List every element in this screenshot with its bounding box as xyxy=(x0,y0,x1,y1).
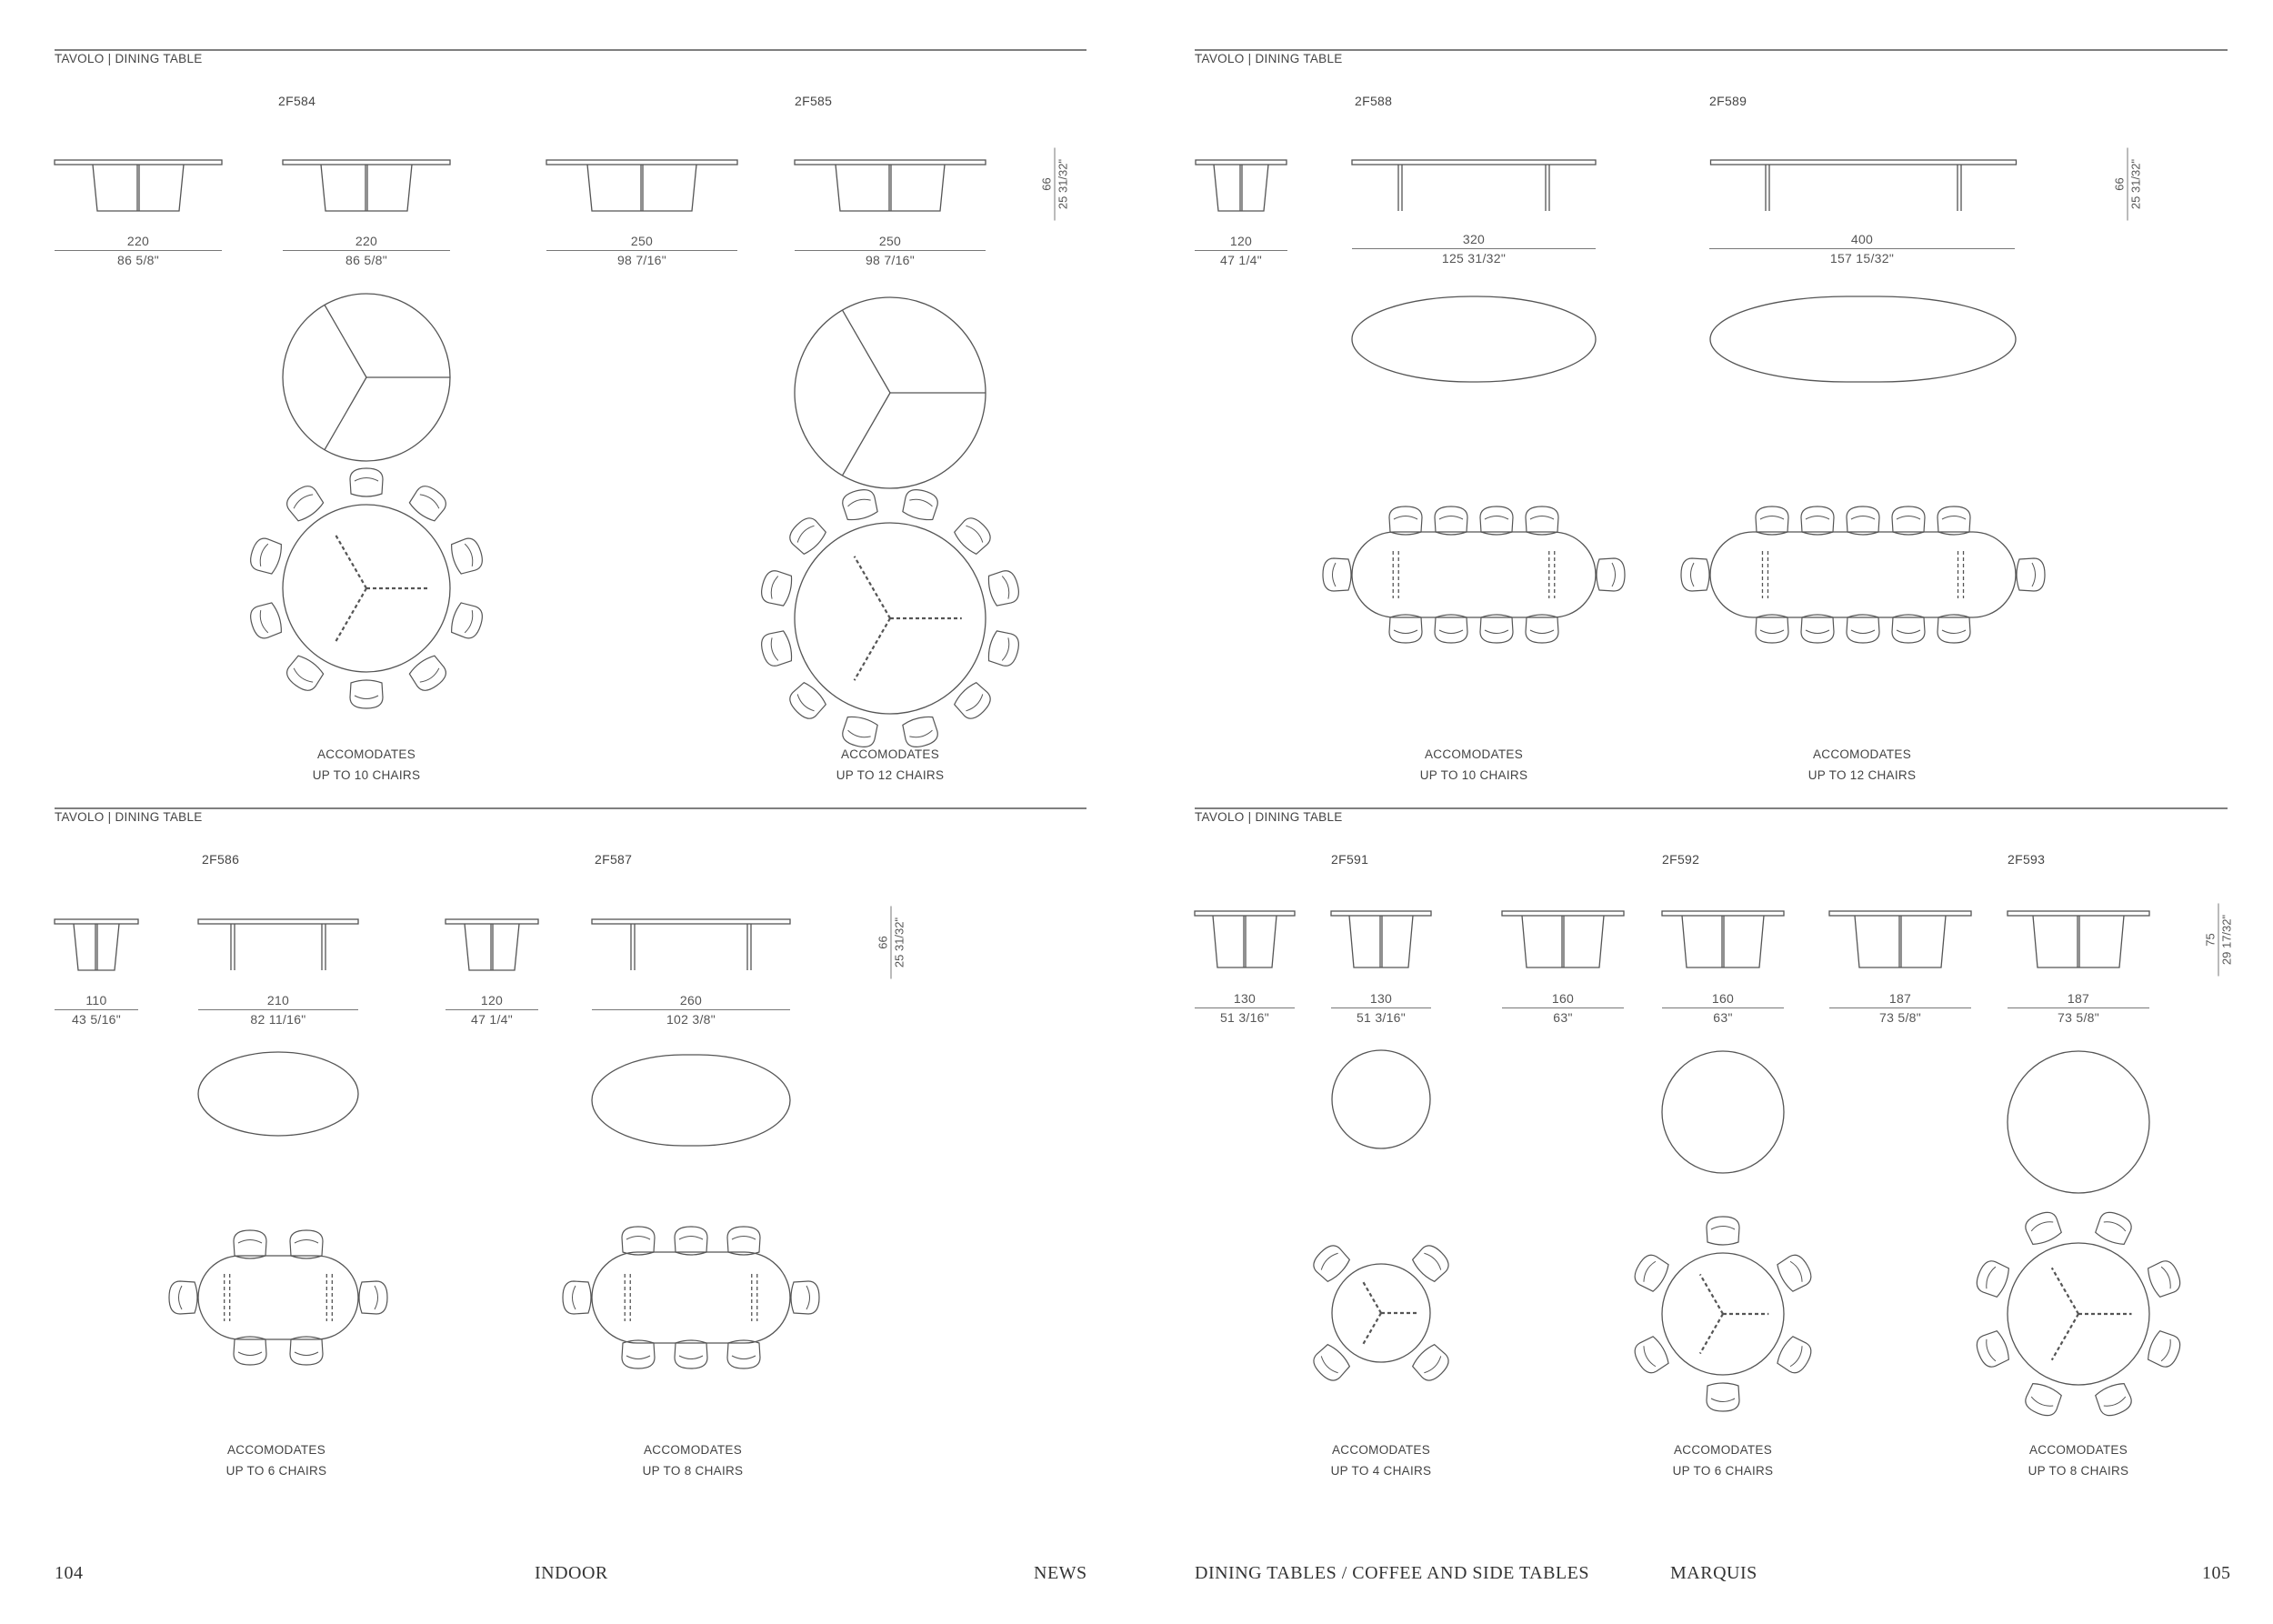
width-dimension: 320 125 31/32" xyxy=(1352,232,1596,266)
width-dimension: 120 47 1/4" xyxy=(1195,234,1287,268)
chair-icon xyxy=(1973,1258,2011,1298)
model-code: 2F592 xyxy=(1662,852,1700,867)
capacity-caption: ACCOMODATES UP TO 10 CHAIRS xyxy=(312,747,421,782)
table-elevation-base xyxy=(836,165,945,211)
table-elevation-top xyxy=(795,160,986,165)
page-number-left: 104 xyxy=(55,1563,84,1583)
chair-icon xyxy=(283,653,325,695)
table-split-line xyxy=(325,305,366,377)
table-plan-top xyxy=(198,1256,358,1339)
width-dimension: 220 86 5/8" xyxy=(55,234,222,268)
table-elevation-top xyxy=(1711,160,2017,165)
section-title: TAVOLO | DINING TABLE xyxy=(55,52,203,65)
width-dimension: 400 157 15/32" xyxy=(1709,232,2015,266)
capacity-caption: ACCOMODATES UP TO 6 CHAIRS xyxy=(225,1443,327,1478)
chair-icon xyxy=(1707,1383,1739,1411)
table-plan-top xyxy=(1332,1050,1430,1148)
table-elevation-base xyxy=(1213,916,1277,967)
table-elevation-top xyxy=(1195,911,1295,916)
table-plan-top xyxy=(198,1052,358,1136)
table-elevation-top xyxy=(1331,911,1431,916)
width-dimension: 120 47 1/4" xyxy=(446,993,538,1028)
chair-icon xyxy=(1323,558,1351,591)
chair-icon xyxy=(1801,615,1834,643)
capacity-caption: ACCOMODATES UP TO 12 CHAIRS xyxy=(836,747,945,782)
model-code: 2F591 xyxy=(1331,852,1369,867)
model-code: 2F589 xyxy=(1709,94,1747,108)
table-elevation-base xyxy=(1855,916,1946,967)
chair-icon xyxy=(727,1227,760,1255)
chair-icon xyxy=(1597,558,1625,591)
footer-brand: MARQUIS xyxy=(1670,1563,1757,1583)
capacity-caption: ACCOMODATES UP TO 10 CHAIRS xyxy=(1419,747,1528,782)
footer-section-right: DINING TABLES / COFFEE AND SIDE TABLES xyxy=(1195,1563,1589,1583)
model-code: 2F588 xyxy=(1355,94,1393,108)
table-plan-top xyxy=(1710,532,2016,617)
chair-icon xyxy=(901,486,940,522)
table-plan-top xyxy=(592,1252,790,1343)
table-elevation-top xyxy=(546,160,737,165)
chair-icon xyxy=(758,568,794,607)
chair-icon xyxy=(1938,506,1970,535)
width-dimension: 220 86 5/8" xyxy=(283,234,450,268)
table-split-line xyxy=(843,310,891,393)
width-dimension: 250 98 7/16" xyxy=(546,234,737,268)
chair-icon xyxy=(2022,1380,2063,1418)
chair-icon xyxy=(1892,506,1925,535)
chair-icon xyxy=(290,1337,323,1365)
capacity-caption: ACCOMODATES UP TO 8 CHAIRS xyxy=(2028,1443,2129,1478)
capacity-caption: ACCOMODATES UP TO 12 CHAIRS xyxy=(1807,747,1917,782)
table-split-line xyxy=(843,393,891,476)
chair-icon xyxy=(1526,506,1558,535)
chair-icon xyxy=(1707,1217,1739,1245)
table-plan-top xyxy=(2008,1051,2149,1193)
table-elevation-top xyxy=(1352,160,1596,165)
table-elevation-top xyxy=(2008,911,2149,916)
chair-icon xyxy=(1309,1241,1352,1284)
chair-icon xyxy=(727,1340,760,1368)
chair-icon xyxy=(2145,1258,2183,1298)
chair-icon xyxy=(1410,1342,1453,1385)
table-elevation-top xyxy=(55,919,138,924)
chair-icon xyxy=(1681,558,1709,591)
chair-icon xyxy=(350,680,383,708)
table-elevation-base xyxy=(465,924,519,970)
chair-icon xyxy=(1801,506,1834,535)
width-dimension: 260 102 3/8" xyxy=(592,993,790,1028)
chair-icon xyxy=(234,1230,266,1258)
capacity-caption: ACCOMODATES UP TO 6 CHAIRS xyxy=(1672,1443,1774,1478)
table-elevation-base xyxy=(2033,916,2124,967)
width-dimension: 187 73 5/8" xyxy=(2008,991,2149,1026)
table-elevation-base xyxy=(1214,165,1268,211)
chair-icon xyxy=(448,536,486,576)
chair-icon xyxy=(247,536,285,576)
model-code: 2F584 xyxy=(278,94,316,108)
chair-icon xyxy=(283,482,325,524)
capacity-caption: ACCOMODATES UP TO 4 CHAIRS xyxy=(1330,1443,1432,1478)
model-code: 2F586 xyxy=(202,852,240,867)
table-elevation-top xyxy=(55,160,222,165)
chair-icon xyxy=(1756,506,1788,535)
height-dimension: 75 29 17/32" xyxy=(2204,904,2234,977)
table-elevation-base xyxy=(93,165,184,211)
table-elevation-base xyxy=(1682,916,1764,967)
chair-icon xyxy=(986,629,1021,668)
chair-icon xyxy=(2022,1208,2063,1247)
model-code: 2F585 xyxy=(795,94,833,108)
table-elevation-top xyxy=(283,160,450,165)
model-code: 2F587 xyxy=(595,852,633,867)
table-plan-top xyxy=(1352,532,1596,617)
chair-icon xyxy=(350,468,383,496)
chair-icon xyxy=(1775,1334,1816,1377)
table-elevation-base xyxy=(1522,916,1604,967)
table-elevation-top xyxy=(592,919,790,924)
chair-icon xyxy=(1630,1334,1671,1377)
height-dimension: 66 25 31/32" xyxy=(1040,148,1070,221)
table-elevation-top xyxy=(446,919,538,924)
chair-icon xyxy=(786,514,828,556)
chair-icon xyxy=(1389,615,1422,643)
chair-icon xyxy=(786,680,828,723)
table-elevation-base xyxy=(74,924,119,970)
table-plan-top xyxy=(1662,1051,1784,1173)
section-title: TAVOLO | DINING TABLE xyxy=(1195,52,1343,65)
chair-icon xyxy=(169,1281,197,1314)
chair-icon xyxy=(840,486,879,522)
chair-icon xyxy=(1630,1251,1671,1294)
width-dimension: 130 51 3/16" xyxy=(1331,991,1431,1026)
chair-icon xyxy=(1526,615,1558,643)
chair-icon xyxy=(952,680,995,723)
table-plan-top xyxy=(1710,296,2016,382)
chair-icon xyxy=(1309,1342,1352,1385)
height-dimension: 66 25 31/32" xyxy=(876,907,906,979)
table-elevation-top xyxy=(1502,911,1624,916)
chair-icon xyxy=(952,514,995,556)
chair-icon xyxy=(247,601,285,641)
chair-icon xyxy=(1389,506,1422,535)
chair-icon xyxy=(622,1340,655,1368)
table-elevation-top xyxy=(1829,911,1971,916)
width-dimension: 130 51 3/16" xyxy=(1195,991,1295,1026)
section-title: TAVOLO | DINING TABLE xyxy=(55,810,203,824)
chair-icon xyxy=(1756,615,1788,643)
section-title: TAVOLO | DINING TABLE xyxy=(1195,810,1343,824)
width-dimension: 110 43 5/16" xyxy=(55,993,138,1028)
footer-tag-left: NEWS xyxy=(1034,1563,1087,1583)
chair-icon xyxy=(2094,1380,2135,1418)
chair-icon xyxy=(622,1227,655,1255)
width-dimension: 160 63" xyxy=(1662,991,1784,1026)
chair-icon xyxy=(1775,1251,1816,1294)
table-elevation-top xyxy=(1196,160,1287,165)
chair-icon xyxy=(791,1281,819,1314)
chair-icon xyxy=(448,601,486,641)
chair-icon xyxy=(1892,615,1925,643)
width-dimension: 210 82 11/16" xyxy=(198,993,358,1028)
chair-icon xyxy=(986,568,1021,607)
footer-section-left: INDOOR xyxy=(535,1563,608,1583)
capacity-caption: ACCOMODATES UP TO 8 CHAIRS xyxy=(642,1443,744,1478)
chair-icon xyxy=(407,653,450,695)
chair-icon xyxy=(407,482,450,524)
width-dimension: 250 98 7/16" xyxy=(795,234,986,268)
chair-icon xyxy=(1480,615,1513,643)
chair-icon xyxy=(1410,1241,1453,1284)
chair-icon xyxy=(675,1340,707,1368)
table-elevation-top xyxy=(1662,911,1784,916)
chair-icon xyxy=(290,1230,323,1258)
table-plan-top xyxy=(1352,296,1596,382)
chair-icon xyxy=(1847,615,1879,643)
model-code: 2F593 xyxy=(2008,852,2046,867)
chair-icon xyxy=(1973,1329,2011,1370)
chair-icon xyxy=(1847,506,1879,535)
table-elevation-base xyxy=(1349,916,1413,967)
table-plan-top xyxy=(592,1055,790,1146)
width-dimension: 160 63" xyxy=(1502,991,1624,1026)
chair-icon xyxy=(1435,506,1467,535)
page-number-right: 105 xyxy=(2202,1563,2231,1583)
chair-icon xyxy=(675,1227,707,1255)
chair-icon xyxy=(1938,615,1970,643)
table-elevation-top xyxy=(198,919,358,924)
table-elevation-base xyxy=(321,165,412,211)
chair-icon xyxy=(1435,615,1467,643)
chair-icon xyxy=(758,629,794,668)
width-dimension: 187 73 5/8" xyxy=(1829,991,1971,1026)
chair-icon xyxy=(359,1281,387,1314)
chair-icon xyxy=(1480,506,1513,535)
table-split-line xyxy=(325,377,366,450)
chair-icon xyxy=(2017,558,2045,591)
table-elevation-base xyxy=(587,165,696,211)
height-dimension: 66 25 31/32" xyxy=(2113,148,2143,221)
chair-icon xyxy=(2094,1208,2135,1247)
chair-icon xyxy=(563,1281,591,1314)
chair-icon xyxy=(2145,1329,2183,1370)
chair-icon xyxy=(234,1337,266,1365)
